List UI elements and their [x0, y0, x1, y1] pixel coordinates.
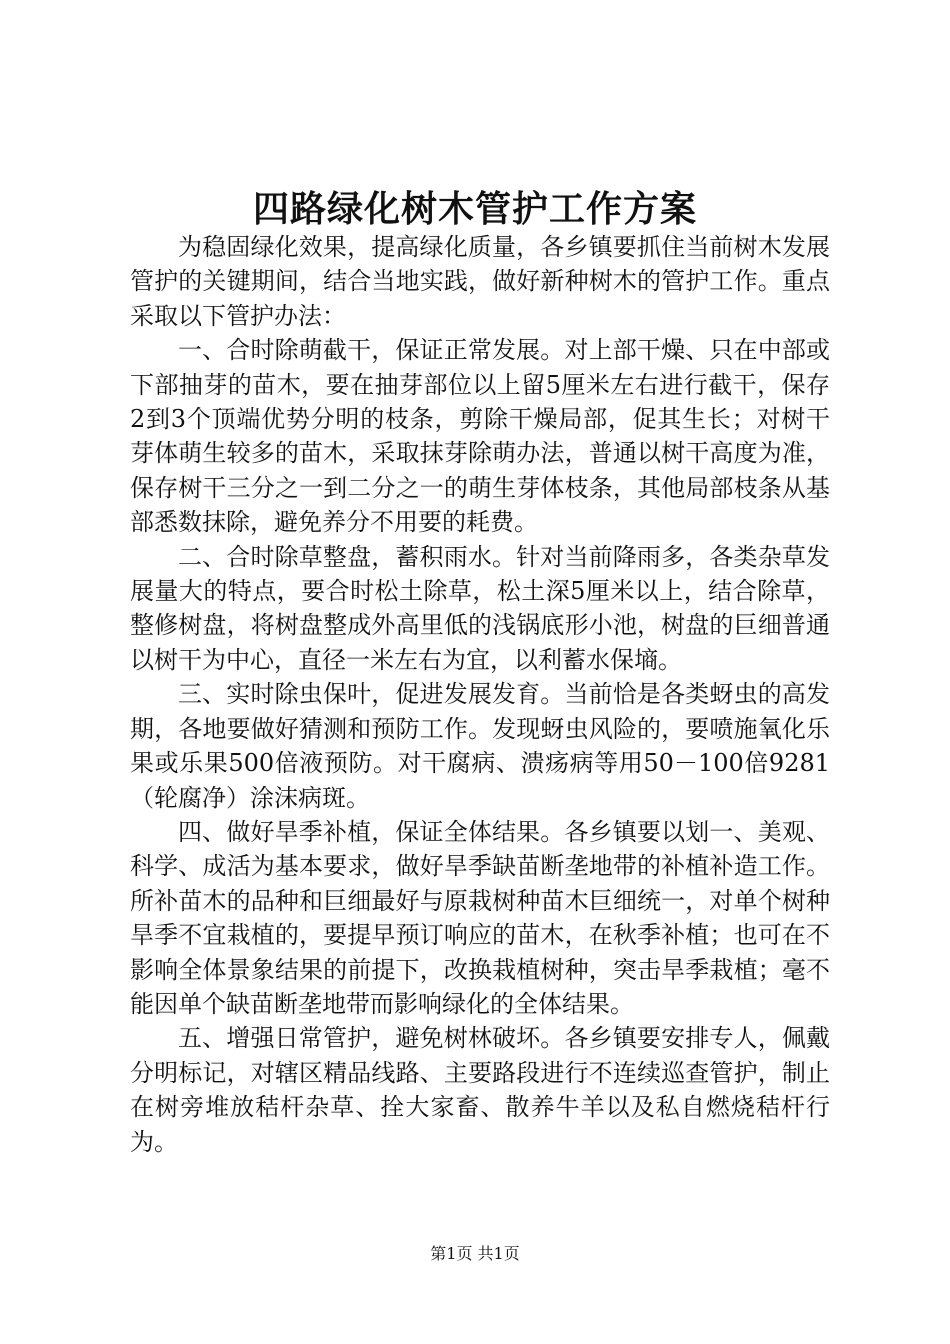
section-3-paragraph: 三、实时除虫保叶，促进发展发育。当前恰是各类蚜虫的高发期，各地要做好猜测和预防工作。发现蚜虫风险的，要喷施氧化乐果或乐果500倍液预防。对干腐病、溃疡病等用50－100倍9281（轮腐净）涂沫病斑。 [130, 680, 830, 812]
section-4-paragraph: 四、做好旱季补植，保证全体结果。各乡镇要以划一、美观、科学、成活为基本要求，做好旱季缺苗断垄地带的补植补造工作。所补苗木的品种和巨细最好与原栽树种苗木巨细统一，对单个树种旱季不宜栽植的，要提早预订响应的苗木，在秋季补植；也可在不影响全体景象结果的前提下，改换栽植树种，突击旱季栽植；毫不能因单个缺苗断垄地带而影响绿化的全体结果。 [130, 817, 830, 1018]
page-number-footer: 第1页 共1页 [430, 1244, 520, 1263]
document-title: 四路绿化树木管护工作方案 [252, 188, 697, 230]
document-body [130, 230, 830, 1159]
section-5-paragraph: 五、增强日常管护，避免树林破坏。各乡镇要安排专人，佩戴分明标记，对辖区精品线路、主要路段进行不连续巡查管护，制止在树旁堆放秸杆杂草、拴大家畜、散养牛羊以及私自燃烧秸杆行为。 [130, 1024, 830, 1156]
intro-paragraph: 为稳固绿化效果，提高绿化质量，各乡镇要抓住当前树木发展管护的关键期间，结合当地实践，做好新种树木的管护工作。重点采取以下管护办法： [130, 233, 830, 330]
section-2-paragraph: 二、合时除草整盘，蓄积雨水。针对当前降雨多，各类杂草发展量大的特点，要合时松土除草，松土深5厘米以上，结合除草，整修树盘，将树盘整成外高里低的浅锅底形小池，树盘的巨细普通以树干为中心，直径一米左右为宜，以利蓄水保墒。 [130, 542, 830, 674]
section-1-paragraph: 一、合时除萌截干，保证正常发展。对上部干燥、只在中部或下部抽芽的苗木，要在抽芽部位以上留5厘米左右进行截干，保存2到3个顶端优势分明的枝条，剪除干燥局部，促其生长；对树干芽体萌生较多的苗木，采取抹芽除萌办法，普通以树干高度为准，保存树干三分之一到二分之一的萌生芽体枝条，其他局部枝条从基部悉数抹除，避免养分不用要的耗费。 [130, 336, 830, 537]
